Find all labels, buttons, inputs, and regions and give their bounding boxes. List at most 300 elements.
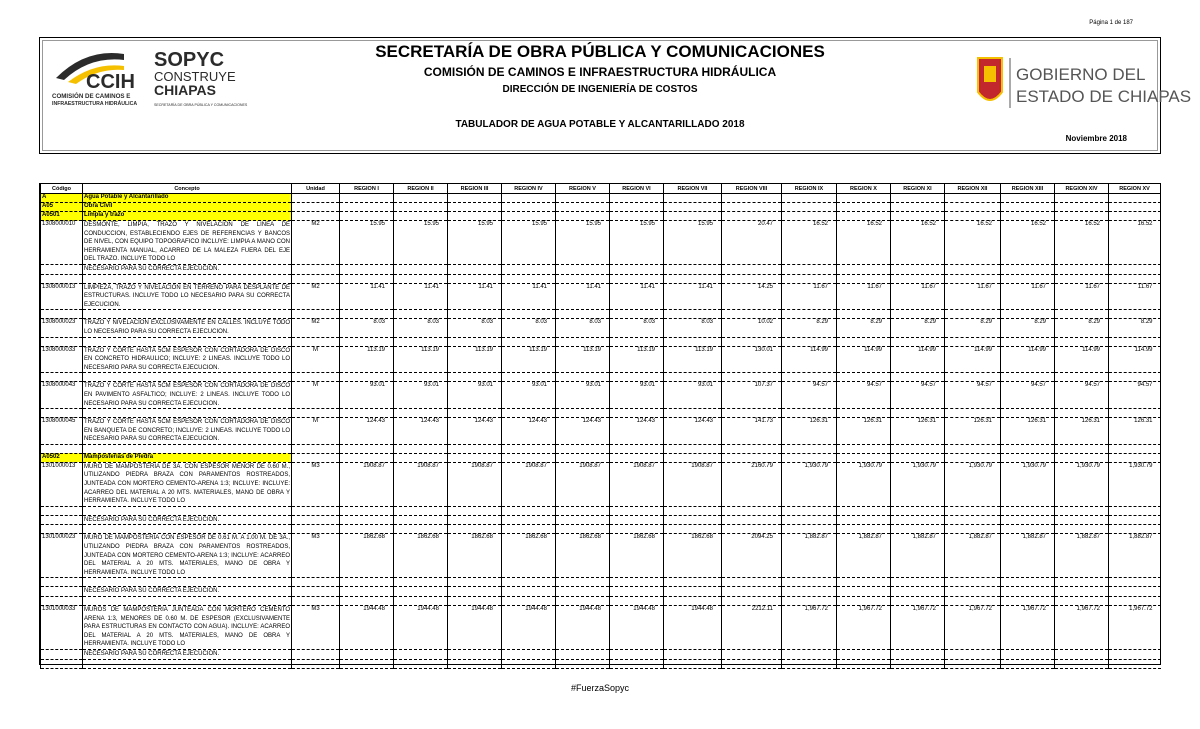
price-cell: 124.43 xyxy=(394,418,448,445)
price-cell: 113.19 xyxy=(340,346,394,373)
table-cell xyxy=(610,373,664,382)
table-cell xyxy=(292,274,340,283)
table-cell xyxy=(722,194,782,203)
table-cell xyxy=(610,649,664,659)
concept-description: TRAZO Y CORTE HASTA 5CM ESPESOR CON CORTADORA DE DISCO EN PAVIMENTO ASFALTICO; INCLUYE: 2 LINEAS. INCLUYE TODO LO NECESARIO PARA SU CORRECTA EJECUCION. xyxy=(83,382,292,409)
table-cell xyxy=(556,444,610,453)
table-cell xyxy=(1109,212,1161,221)
table-cell xyxy=(610,194,664,203)
table-cell xyxy=(340,194,394,203)
table-cell xyxy=(448,444,502,453)
table-cell xyxy=(448,337,502,346)
table-cell xyxy=(556,597,610,606)
table-cell xyxy=(448,203,502,212)
price-cell: 93.01 xyxy=(448,382,502,409)
table-cell xyxy=(782,515,837,525)
table-row xyxy=(41,462,1161,506)
price-cell: 114.99 xyxy=(945,346,1001,373)
price-cell: 126.31 xyxy=(891,418,945,445)
table-cell xyxy=(1109,194,1161,203)
table-cell xyxy=(722,373,782,382)
table-cell xyxy=(340,587,394,597)
price-cell: 113.19 xyxy=(394,346,448,373)
table-cell xyxy=(41,659,83,668)
table-row xyxy=(41,283,1161,310)
table-cell xyxy=(502,203,556,212)
price-cell: 94.57 xyxy=(1109,382,1161,409)
price-cell: 8.03 xyxy=(394,319,448,337)
price-cell: 126.31 xyxy=(1055,418,1109,445)
concept-note: NECESARIO PARA SU CORRECTA EJECUCION. xyxy=(83,587,292,597)
table-cell xyxy=(664,587,722,597)
table-cell xyxy=(1001,212,1055,221)
table-cell xyxy=(610,515,664,525)
table-row xyxy=(41,382,1161,409)
table-cell xyxy=(292,264,340,274)
table-cell xyxy=(891,337,945,346)
table-cell xyxy=(945,203,1001,212)
table-cell xyxy=(837,212,891,221)
table-cell xyxy=(1109,274,1161,283)
price-cell: 124.43 xyxy=(340,418,394,445)
price-cell: 2160.79 xyxy=(722,462,782,506)
table-cell xyxy=(1001,203,1055,212)
price-cell: 114.99 xyxy=(1055,346,1109,373)
table-cell xyxy=(502,373,556,382)
table-cell xyxy=(722,597,782,606)
row-code: 1308000023 xyxy=(41,319,83,337)
table-cell xyxy=(837,274,891,283)
table-cell xyxy=(1055,310,1109,319)
table-cell xyxy=(1001,274,1055,283)
table-cell xyxy=(837,373,891,382)
table-cell xyxy=(837,659,891,668)
price-cell: 16.52 xyxy=(782,221,837,265)
row-code: 1308000010 xyxy=(41,221,83,265)
table-cell xyxy=(1001,373,1055,382)
price-cell: 11.41 xyxy=(502,283,556,310)
table-cell xyxy=(340,444,394,453)
table-cell xyxy=(448,659,502,668)
gobierno-chiapas-logo xyxy=(972,52,1192,114)
table-cell xyxy=(1001,506,1055,515)
table-cell xyxy=(1001,587,1055,597)
svg-text:ESTADO DE CHIAPAS: ESTADO DE CHIAPAS xyxy=(1016,87,1192,106)
table-cell xyxy=(891,409,945,418)
table-cell xyxy=(292,194,340,203)
table-cell xyxy=(945,453,1001,462)
table-cell xyxy=(292,337,340,346)
price-cell: 11.41 xyxy=(556,283,610,310)
svg-text:INFRAESTRUCTURA HIDRÁULICA: INFRAESTRUCTURA HIDRÁULICA xyxy=(52,101,138,107)
table-cell xyxy=(394,453,448,462)
table-cell xyxy=(945,444,1001,453)
table-cell xyxy=(41,373,83,382)
table-cell xyxy=(394,525,448,534)
table-cell xyxy=(1109,525,1161,534)
price-cell: 1862.68 xyxy=(394,534,448,578)
table-cell xyxy=(41,597,83,606)
table-row xyxy=(41,649,1161,659)
table-cell xyxy=(891,453,945,462)
price-cell: 1944.48 xyxy=(394,606,448,650)
price-cell: 11.41 xyxy=(340,283,394,310)
table-cell xyxy=(340,310,394,319)
unit-cell: M xyxy=(292,346,340,373)
row-label: Obra Civil xyxy=(83,203,292,212)
table-cell xyxy=(448,310,502,319)
table-cell xyxy=(83,274,292,283)
table-cell xyxy=(1001,597,1055,606)
unit-cell: M xyxy=(292,382,340,409)
table-cell xyxy=(502,659,556,668)
table-cell xyxy=(448,587,502,597)
price-cell: 1,967.72 xyxy=(891,606,945,650)
price-cell: 11.67 xyxy=(945,283,1001,310)
price-cell: 16.52 xyxy=(945,221,1001,265)
table-cell xyxy=(664,515,722,525)
price-cell: 2094.25 xyxy=(722,534,782,578)
table-cell xyxy=(837,203,891,212)
price-cell: 1,882.87 xyxy=(782,534,837,578)
table-cell xyxy=(945,212,1001,221)
table-cell xyxy=(1055,525,1109,534)
table-cell xyxy=(945,264,1001,274)
table-cell xyxy=(448,194,502,203)
table-cell xyxy=(664,194,722,203)
table-cell xyxy=(394,337,448,346)
table-cell xyxy=(502,453,556,462)
table-cell xyxy=(891,203,945,212)
price-cell: 126.31 xyxy=(1001,418,1055,445)
table-cell xyxy=(1109,578,1161,587)
table-cell xyxy=(83,506,292,515)
table-cell xyxy=(292,310,340,319)
footer-hashtag: #FuerzaSopyc xyxy=(570,683,630,693)
svg-text:SECRETARÍA DE OBRA PÚBLICA Y C: SECRETARÍA DE OBRA PÚBLICA Y COMUNICACIONES xyxy=(154,103,248,107)
price-cell: 11.67 xyxy=(837,283,891,310)
table-cell xyxy=(83,597,292,606)
table-cell xyxy=(502,587,556,597)
table-cell xyxy=(891,597,945,606)
table-cell xyxy=(502,515,556,525)
table-cell xyxy=(891,515,945,525)
price-cell: 1,930.79 xyxy=(945,462,1001,506)
table-cell xyxy=(837,515,891,525)
page-title: SECRETARÍA DE OBRA PÚBLICA Y COMUNICACIONES xyxy=(375,42,825,61)
table-cell xyxy=(891,649,945,659)
table-cell xyxy=(502,525,556,534)
table-cell xyxy=(837,649,891,659)
table-cell xyxy=(41,274,83,283)
concept-description: DESMONTE, LIMPIA, TRAZO Y NIVELACION DE LINEA DE CONDUCCION, ESTABLECIENDO EJES DE REFERENCIAS Y BANCOS DE NIVEL, CON EQUIPO TOPOGRAFICO INCLUYE: LIMPIA A MANO CON HERRAMIENTA MANUAL, ACARREO DE LA MALEZA FUERA DEL EJE DEL TRAZO. INCLUYE TODO LO xyxy=(83,221,292,265)
table-row xyxy=(41,606,1161,650)
unit-cell: M xyxy=(292,418,340,445)
table-cell xyxy=(83,578,292,587)
column-header: REGION I xyxy=(340,184,394,194)
table-cell xyxy=(394,659,448,668)
page-number: Página 1 de 187 xyxy=(1089,20,1133,26)
table-cell xyxy=(502,506,556,515)
price-cell: 113.19 xyxy=(556,346,610,373)
table-cell xyxy=(945,274,1001,283)
table-cell xyxy=(664,597,722,606)
column-header: Concepto xyxy=(83,184,292,194)
table-cell xyxy=(722,444,782,453)
table-cell xyxy=(1001,337,1055,346)
table-cell xyxy=(782,337,837,346)
price-cell: 1,882.87 xyxy=(837,534,891,578)
price-cell: 93.01 xyxy=(556,382,610,409)
table-cell xyxy=(945,194,1001,203)
table-row xyxy=(41,453,1161,462)
direction-title: DIRECCIÓN DE INGENIERÍA DE COSTOS xyxy=(502,84,698,95)
table-cell xyxy=(891,264,945,274)
table-cell xyxy=(837,264,891,274)
table-cell xyxy=(722,659,782,668)
table-cell xyxy=(1055,515,1109,525)
price-cell: 114.99 xyxy=(1001,346,1055,373)
row-code: 1301000033 xyxy=(41,606,83,650)
table-cell xyxy=(1001,659,1055,668)
table-cell xyxy=(664,578,722,587)
table-cell xyxy=(722,310,782,319)
column-header: Código xyxy=(41,184,83,194)
table-cell xyxy=(945,373,1001,382)
table-cell xyxy=(722,409,782,418)
table-cell xyxy=(664,649,722,659)
table-cell xyxy=(891,587,945,597)
price-cell: 8.29 xyxy=(782,319,837,337)
price-cell: 113.19 xyxy=(610,346,664,373)
table-cell xyxy=(292,453,340,462)
price-cell: 10.02 xyxy=(722,319,782,337)
table-cell xyxy=(837,578,891,587)
table-cell xyxy=(1055,274,1109,283)
table-cell xyxy=(664,264,722,274)
table-cell xyxy=(610,659,664,668)
price-cell: 20.47 xyxy=(722,221,782,265)
price-cell: 11.67 xyxy=(1109,283,1161,310)
table-cell xyxy=(1055,659,1109,668)
table-cell xyxy=(292,587,340,597)
table-cell xyxy=(448,453,502,462)
price-cell: 126.31 xyxy=(1109,418,1161,445)
table-cell xyxy=(292,578,340,587)
row-label: Mamposterias de Piedra xyxy=(83,453,292,462)
price-cell: 113.19 xyxy=(502,346,556,373)
price-cell: 126.31 xyxy=(837,418,891,445)
price-cell: 1944.48 xyxy=(610,606,664,650)
table-row xyxy=(41,534,1161,578)
price-cell: 94.57 xyxy=(837,382,891,409)
table-cell xyxy=(340,203,394,212)
price-cell: 113.19 xyxy=(664,346,722,373)
table-cell xyxy=(891,194,945,203)
table-cell xyxy=(556,203,610,212)
price-cell: 8.29 xyxy=(837,319,891,337)
table-cell xyxy=(664,337,722,346)
table-cell xyxy=(837,310,891,319)
unit-cell: M3 xyxy=(292,606,340,650)
row-code: 1301000023 xyxy=(41,534,83,578)
table-cell xyxy=(502,337,556,346)
table-cell xyxy=(394,409,448,418)
table-cell xyxy=(664,212,722,221)
table-cell xyxy=(556,373,610,382)
concept-description: TRAZO Y NIVELACION EXCLUSIVAMENTE EN CALLES. INCLUYE TODO LO NECESARIO PARA SU CORRECTA EJECUCION. xyxy=(83,319,292,337)
price-cell: 8.29 xyxy=(945,319,1001,337)
table-cell xyxy=(610,444,664,453)
table-cell xyxy=(1055,453,1109,462)
table-cell xyxy=(782,578,837,587)
table-row xyxy=(41,525,1161,534)
column-header: REGION XIII xyxy=(1001,184,1055,194)
table-cell xyxy=(340,506,394,515)
table-cell xyxy=(945,310,1001,319)
table-cell xyxy=(448,409,502,418)
concept-note: NECESARIO PARA SU CORRECTA EJECUCION. xyxy=(83,649,292,659)
price-cell: 126.31 xyxy=(782,418,837,445)
table-row xyxy=(41,194,1161,203)
table-cell xyxy=(292,373,340,382)
table-cell xyxy=(891,659,945,668)
price-cell: 8.03 xyxy=(556,319,610,337)
table-cell xyxy=(1055,337,1109,346)
table-cell xyxy=(502,649,556,659)
price-cell: 11.67 xyxy=(1001,283,1055,310)
price-cell: 8.03 xyxy=(340,319,394,337)
table-cell xyxy=(41,409,83,418)
table-cell xyxy=(1055,194,1109,203)
table-cell xyxy=(502,274,556,283)
price-cell: 124.43 xyxy=(502,418,556,445)
table-cell xyxy=(448,506,502,515)
price-cell: 1,930.79 xyxy=(837,462,891,506)
table-cell xyxy=(782,194,837,203)
table-cell xyxy=(448,373,502,382)
column-header: Unidad xyxy=(292,184,340,194)
table-cell xyxy=(448,264,502,274)
unit-cell: M3 xyxy=(292,462,340,506)
table-cell xyxy=(891,578,945,587)
table-cell xyxy=(610,506,664,515)
table-cell xyxy=(782,597,837,606)
table-row xyxy=(41,310,1161,319)
table-cell xyxy=(1001,515,1055,525)
table-cell xyxy=(556,587,610,597)
table-cell xyxy=(502,264,556,274)
price-cell: 8.29 xyxy=(1001,319,1055,337)
table-cell xyxy=(722,274,782,283)
table-cell xyxy=(664,444,722,453)
price-cell: 2212.11 xyxy=(722,606,782,650)
price-cell: 1,967.72 xyxy=(945,606,1001,650)
table-cell xyxy=(340,453,394,462)
price-cell: 8.03 xyxy=(448,319,502,337)
row-code: 1308000043 xyxy=(41,382,83,409)
table-cell xyxy=(292,212,340,221)
table-cell xyxy=(340,649,394,659)
price-cell: 11.67 xyxy=(1055,283,1109,310)
price-cell: 16.52 xyxy=(891,221,945,265)
table-row xyxy=(41,346,1161,373)
concept-description: LIMPIEZA, TRAZO Y NIVELACION EN TERRENO PARA DESPLANTE DE ESTRUCTURAS. INCLUYE TODO LO NECESARIO PARA SU CORRECTA EJECUCION. xyxy=(83,283,292,310)
table-cell xyxy=(1001,310,1055,319)
price-cell: 114.99 xyxy=(837,346,891,373)
table-cell xyxy=(722,337,782,346)
table-cell xyxy=(394,597,448,606)
price-cell: 1,967.72 xyxy=(1109,606,1161,650)
table-cell xyxy=(664,310,722,319)
table-cell xyxy=(782,453,837,462)
row-code: 1308000013 xyxy=(41,283,83,310)
table-cell xyxy=(1109,409,1161,418)
table-cell xyxy=(722,587,782,597)
column-header: REGION VI xyxy=(610,184,664,194)
price-cell: 11.67 xyxy=(782,283,837,310)
price-cell: 114.99 xyxy=(1109,346,1161,373)
row-code: A0501 xyxy=(41,212,83,221)
price-cell: 130.01 xyxy=(722,346,782,373)
table-cell xyxy=(722,515,782,525)
table-cell xyxy=(610,203,664,212)
price-cell: 107.37 xyxy=(722,382,782,409)
table-cell xyxy=(837,409,891,418)
table-cell xyxy=(340,274,394,283)
table-cell xyxy=(394,310,448,319)
table-cell xyxy=(448,515,502,525)
price-cell: 1,930.79 xyxy=(1001,462,1055,506)
price-cell: 1,930.79 xyxy=(891,462,945,506)
price-cell: 1908.87 xyxy=(664,462,722,506)
table-cell xyxy=(945,597,1001,606)
table-row xyxy=(41,597,1161,606)
table-row xyxy=(41,203,1161,212)
svg-text:CHIAPAS: CHIAPAS xyxy=(154,82,216,98)
table-cell xyxy=(1055,264,1109,274)
column-header: REGION VII xyxy=(664,184,722,194)
table-cell xyxy=(502,444,556,453)
price-cell: 93.01 xyxy=(610,382,664,409)
table-cell xyxy=(782,274,837,283)
concept-description: TRAZO Y CORTE HASTA 5CM ESPESOR CON CORTADORA DE DISCO EN BANQUETA DE CONCRETO; INCLUYE: 2 LINEAS. INCLUYE TODO LO NECESARIO PARA SU CORRECTA EJECUCION. xyxy=(83,418,292,445)
table-cell xyxy=(83,525,292,534)
row-code: A05 xyxy=(41,203,83,212)
table-cell xyxy=(1055,587,1109,597)
table-cell xyxy=(502,194,556,203)
table-cell xyxy=(394,212,448,221)
table-row xyxy=(41,409,1161,418)
table-row xyxy=(41,337,1161,346)
table-cell xyxy=(891,310,945,319)
price-cell: 1944.48 xyxy=(448,606,502,650)
table-cell xyxy=(837,453,891,462)
table-cell xyxy=(1109,597,1161,606)
table-cell xyxy=(610,337,664,346)
table-cell xyxy=(502,409,556,418)
table-cell xyxy=(1109,337,1161,346)
row-code: A0502 xyxy=(41,453,83,462)
price-cell: 16.52 xyxy=(1001,221,1055,265)
table-row xyxy=(41,444,1161,453)
table-cell xyxy=(722,203,782,212)
table-cell xyxy=(837,525,891,534)
table-cell xyxy=(945,409,1001,418)
table-cell xyxy=(782,203,837,212)
price-cell: 8.03 xyxy=(664,319,722,337)
column-header: REGION V xyxy=(556,184,610,194)
